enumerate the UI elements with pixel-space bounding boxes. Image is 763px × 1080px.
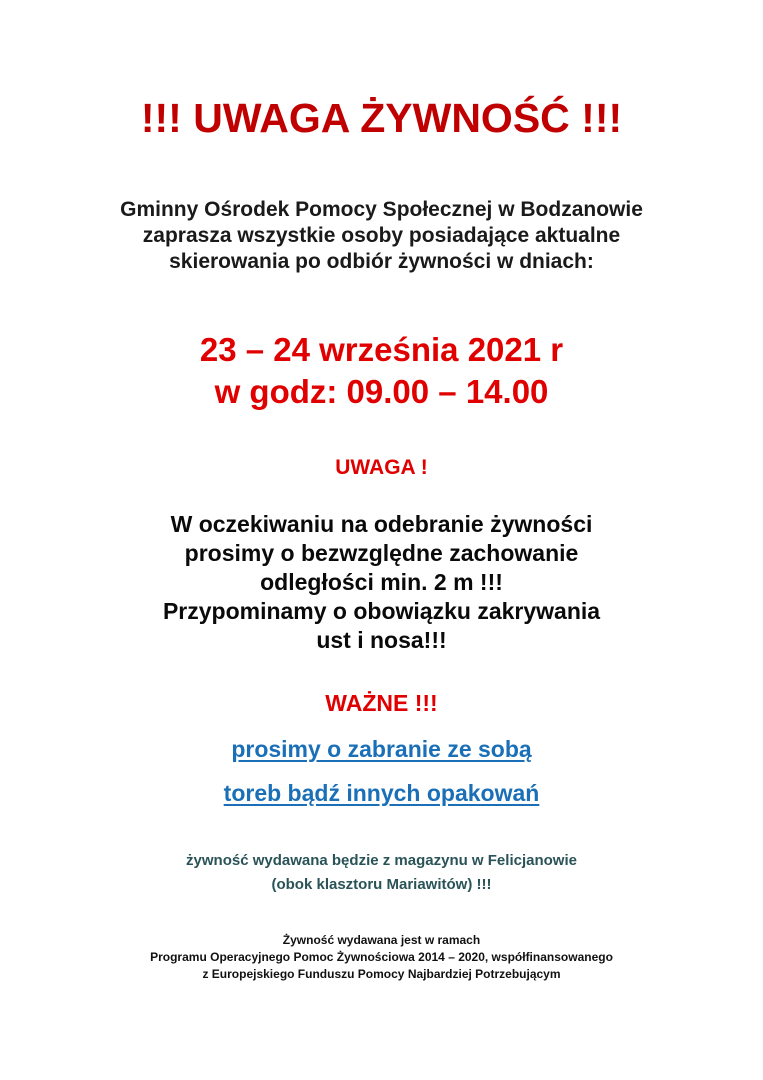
- footer-line-2: Programu Operacyjnego Pomoc Żywnościowa 2014 – 2020, współfinansowanego: [150, 950, 613, 964]
- date-range: 23 – 24 września 2021 r: [199, 331, 564, 368]
- warehouse-line-1: żywność wydawana będzie z magazynu w Felicjanowie: [186, 852, 577, 869]
- intro-paragraph: [0, 197, 763, 275]
- footer-line-1: Żywność wydawana jest w ramach: [282, 933, 481, 947]
- intro-line-2: zaprasza wszystkie osoby posiadające aktualne: [142, 224, 621, 247]
- hours: w godz: 09.00 – 14.00: [214, 373, 549, 410]
- intro-line-1: Gminny Ośrodek Pomocy Społecznej w Bodzanowie: [120, 198, 643, 221]
- bring-bags-text-2[interactable]: toreb bądź innych opakowań: [223, 780, 540, 806]
- attention-heading: UWAGA !: [335, 456, 428, 479]
- notice-line-2: prosimy o bezwzględne zachowanie: [184, 540, 579, 566]
- notice-line-3: odległości min. 2 m !!!: [260, 569, 503, 595]
- important-heading: WAŻNE !!!: [325, 690, 438, 716]
- notice-paragraph: [0, 510, 763, 655]
- notice-line-1: W oczekiwaniu na odebranie żywności: [170, 511, 593, 537]
- bring-bags-text-1[interactable]: prosimy o zabranie ze sobą: [231, 736, 532, 762]
- bring-bags-link-line-1[interactable]: [0, 734, 763, 764]
- warehouse-info: [0, 849, 763, 897]
- intro-line-3: skierowania po odbiór żywności w dniach:: [169, 250, 594, 273]
- notice-line-4: Przypominamy o obowiązku zakrywania: [162, 598, 601, 624]
- warehouse-line-2: (obok klasztoru Mariawitów) !!!: [271, 876, 492, 893]
- notice-line-5: ust i nosa!!!: [316, 627, 447, 653]
- page-title: !!! UWAGA ŻYWNOŚĆ !!!: [140, 95, 623, 141]
- footer-line-3: z Europejskiego Funduszu Pomocy Najbardziej Potrzebującym: [202, 967, 561, 981]
- funding-footer: [0, 932, 763, 983]
- bring-bags-link-line-2[interactable]: [0, 778, 763, 808]
- distribution-dates: [0, 329, 763, 413]
